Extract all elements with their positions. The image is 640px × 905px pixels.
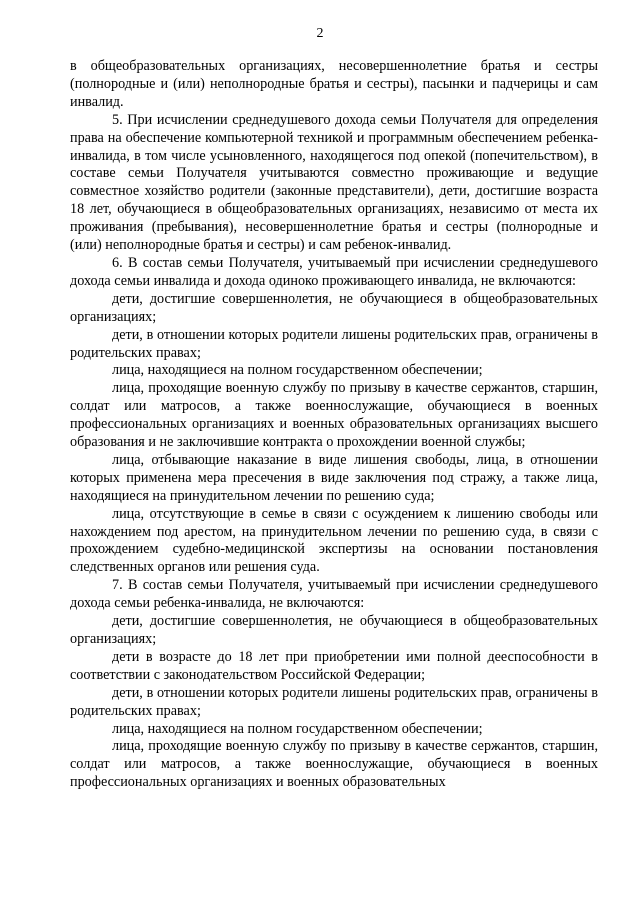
list-item: дети в возрасте до 18 лет при приобретении ими полной дееспособности в соответствии с законодательством Российской Федерации;	[70, 648, 598, 683]
list-item: лица, отсутствующие в семье в связи с осуждением к лишению свободы или нахождением под арестом, на принудительном лечении по решению суда, в связи с прохождением судебно-медицинской экспертизы на основании постановления следственных органов или решения суда.	[70, 505, 598, 576]
list-item: дети, в отношении которых родители лишены родительских прав, ограничены в родительских правах;	[70, 684, 598, 719]
paragraph-item-5: 5. При исчислении среднедушевого дохода семьи Получателя для определения права на обеспечение компьютерной техникой и программным обеспечением ребенка-инвалида, в том числе усыновленного, находящегося под опекой (попечительством), в составе семьи Получателя учитываются совместно проживающие и ведущие совместное хозяйство родители (законные представители), дети, достигшие возраста 18 лет, обучающиеся в общеобразовательных организациях, независимо от места их проживания (пребывания), несовершеннолетние братья и сестры (полнородные и (или) неполнородные братья и сестры) и сам ребенок-инвалид.	[70, 111, 598, 254]
paragraph-item-6: 6. В состав семьи Получателя, учитываемый при исчислении среднедушевого дохода семьи инвалида и дохода одиноко проживающего инвалида, не включаются:	[70, 254, 598, 289]
list-item: лица, проходящие военную службу по призыву в качестве сержантов, старшин, солдат или матросов, а также военнослужащие, обучающиеся в военных профессиональных организациях и военных образовательных	[70, 738, 598, 791]
paragraph-continuation: в общеобразовательных организациях, несовершеннолетние братья и сестры (полнородные и (или) неполнородные братья и сестры), пасынки и падчерицы и сам инвалид.	[70, 58, 598, 110]
list-item: дети, достигшие совершеннолетия, не обучающиеся в общеобразовательных организациях;	[70, 290, 598, 325]
list-item: лица, проходящие военную службу по призыву в качестве сержантов, старшин, солдат или матросов, а также военнослужащие, обучающиеся в военных профессиональных организациях и военных образовательных организациях высшего образования и не заключившие контракта о прохождении военной службы;	[70, 380, 598, 451]
list-item: дети, в отношении которых родители лишены родительских прав, ограничены в родительских правах;	[70, 326, 598, 361]
list-item: лица, находящиеся на полном государственном обеспечении;	[112, 362, 483, 379]
page-number: 2	[316, 26, 324, 41]
document-body	[70, 58, 598, 792]
list-item: лица, отбывающие наказание в виде лишения свободы, лица, в отношении которых применена мера пресечения в виде заключения под стражу, а также лица, находящиеся на принудительном лечении по решению суда;	[70, 451, 598, 504]
list-item: лица, находящиеся на полном государственном обеспечении;	[112, 720, 483, 737]
list-item: дети, достигшие совершеннолетия, не обучающиеся в общеобразовательных организациях;	[70, 613, 598, 647]
paragraph-item-7: 7. В состав семьи Получателя, учитываемый при исчислении среднедушевого дохода семьи ребенка-инвалида, не включаются:	[70, 577, 598, 612]
